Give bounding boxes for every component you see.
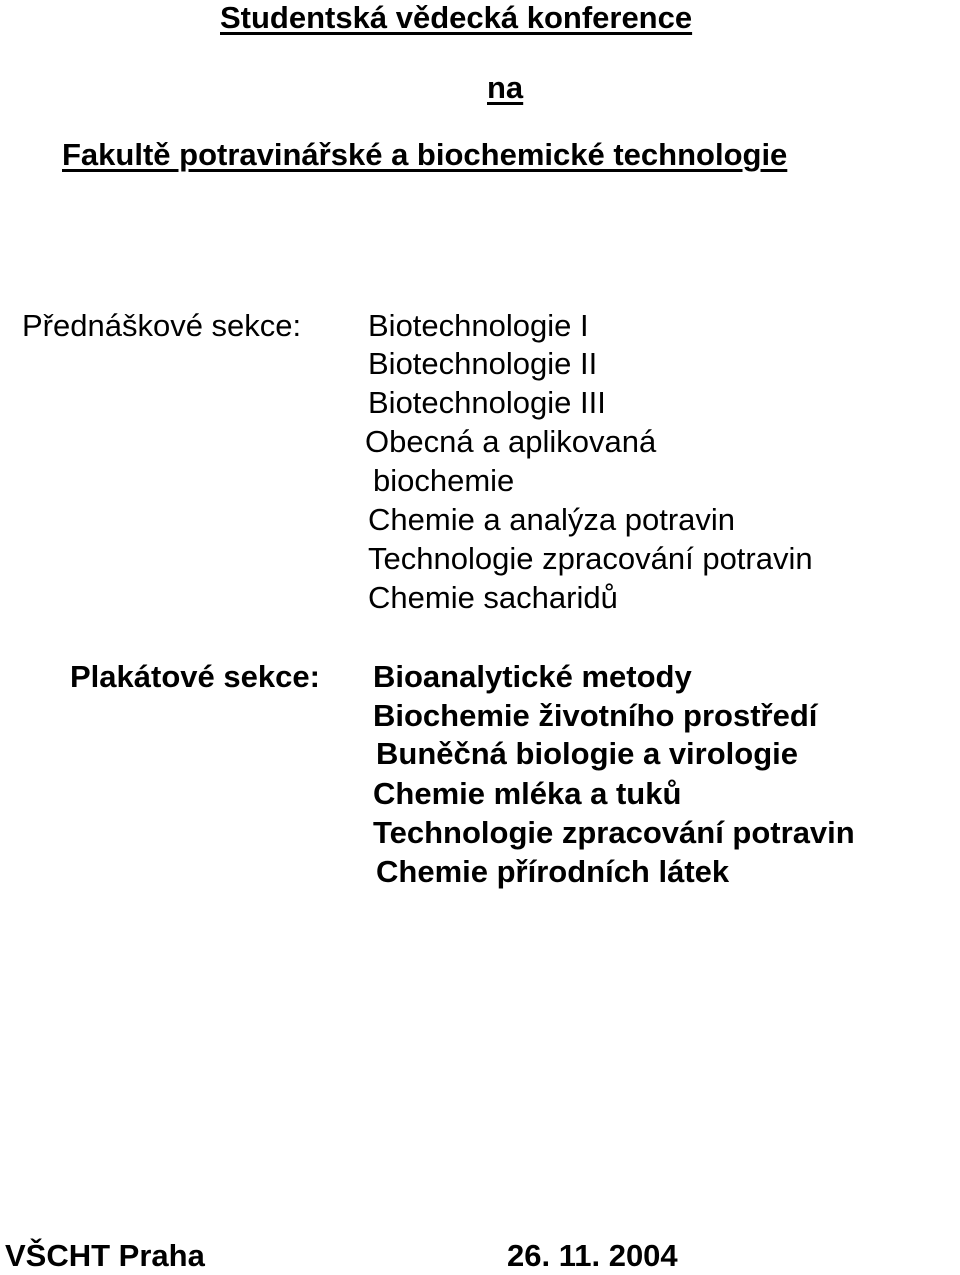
conference-title: Studentská vědecká konference [220,0,693,35]
lecture-section-item: Obecná a aplikovaná [365,424,657,459]
lecture-section-item: Biotechnologie II [368,346,598,381]
institution-name: VŠCHT Praha [5,1238,205,1273]
lecture-section-item: Chemie a analýza potravin [368,502,736,537]
lecture-section-item: Technologie zpracování potravin [368,541,813,576]
lecture-section-item: Biotechnologie I [368,308,589,343]
lecture-sections-label: Přednáškové sekce: [22,308,302,343]
poster-sections-label: Plakátové sekce: [70,659,320,694]
faculty-title: Fakultě potravinářské a biochemické technologie [62,137,788,172]
lecture-section-item: biochemie [373,463,515,498]
lecture-section-item: Biotechnologie III [368,385,606,420]
poster-section-item: Chemie přírodních látek [376,854,730,889]
poster-section-item: Technologie zpracování potravin [373,815,855,850]
lecture-section-item: Chemie sacharidů [368,580,618,615]
poster-section-item: Biochemie životního prostředí [373,698,818,733]
poster-section-item: Buněčná biologie a virologie [376,736,799,771]
conference-date: 26. 11. 2004 [507,1238,678,1273]
poster-section-item: Bioanalytické metody [373,659,692,694]
poster-section-item: Chemie mléka a tuků [373,776,682,811]
title-connector: na [487,70,524,105]
